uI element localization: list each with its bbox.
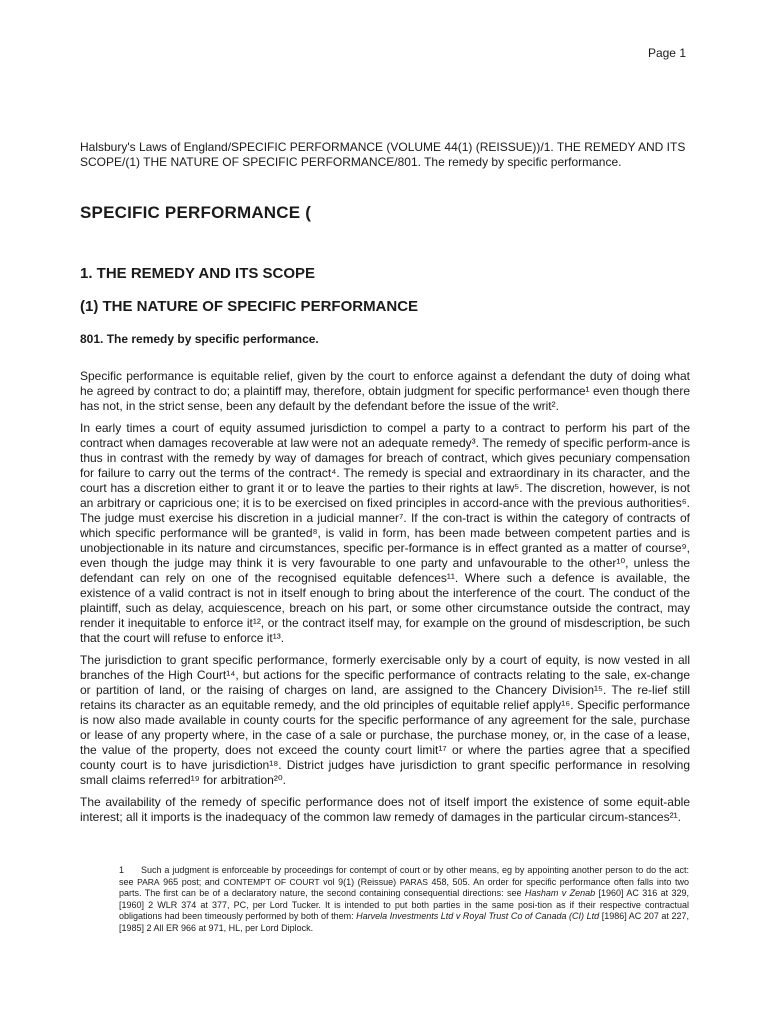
body-text bbox=[80, 369, 690, 832]
body-paragraph: The jurisdiction to grant specific performance, formerly exercisable only by a court of equity, is now vested in all branches of the High Court¹⁴, but actions for the specific performance of contracts relating to the sale, ex-change or partition of land, or the raising of charges on land, are assigned to the Chancery Division¹⁵. The re-lief still retains its character as an equitable remedy, and the old principles of equitable relief apply¹⁶. Specific performance is now also made available in county courts for the specific performance of any agreement for the sale, purchase or lease of any property where, in the case of a sale or purchase, the purchase money, or, in the case of a lease, the value of the property, does not exceed the county court limit¹⁷ or where the parties agree that a specified county court is to have jurisdiction¹⁸. District judges have jurisdiction to grant specific performance in resolving small claims referred¹⁹ for arbitration²⁰. bbox=[80, 653, 690, 787]
document-title: SPECIFIC PERFORMANCE ( bbox=[80, 203, 312, 222]
body-paragraph: The availability of the remedy of specific performance does not of itself import the existence of some equit-able interest; all it imports is the inadequacy of the common law remedy of damages in the particular circum-stances²¹. bbox=[80, 795, 690, 824]
subsection-heading: (1) THE NATURE OF SPECIFIC PERFORMANCE bbox=[80, 298, 419, 315]
page-number: Page 1 bbox=[647, 46, 686, 60]
body-paragraph: Specific performance is equitable relief, given by the court to enforce against a defendant the duty of doing what he agreed by contract to do; a plaintiff may, therefore, obtain judgment for specific performance¹ even though there has not, in the strict sense, been any default by the defendant before the issue of the writ². bbox=[80, 369, 690, 413]
footnote-number: 1 bbox=[119, 865, 125, 875]
paragraph-heading: 801. The remedy by specific performance. bbox=[80, 332, 319, 346]
breadcrumb-intro: Halsbury's Laws of England/SPECIFIC PERFORMANCE (VOLUME 44(1) (REISSUE))/1. THE REMEDY AND ITS SCOPE/(1) THE NATURE OF SPECIFIC PERFORMANCE/801. The remedy by specific performance. bbox=[80, 140, 686, 169]
footnote: 1 Such a judgment is enforceable by proceedings for contempt of court or by other means, eg by appointing another person to do the act: see PARA 965 post; and CONTEMPT OF COURT vol 9(1) (Reissue) PARAS 458, 505. An order for specific performance often falls into two parts. The first can be of a declaratory nature, the second containing consequential directions: see Hasham v Zenab [1960] AC 316 at 329, [1960] 2 WLR 374 at 377, PC, per Lord Tucker. It is intended to put both parties in the same posi-tion as if their respective contractual obligations had been timeously performed by both of them: Harvela Investments Ltd v Royal Trust Co of Canada (CI) Ltd [1986] AC 207 at 227, [1985] 2 All ER 966 at 971, HL, per Lord Diplock. bbox=[119, 865, 689, 933]
section-heading: 1. THE REMEDY AND ITS SCOPE bbox=[80, 265, 316, 282]
body-paragraph: In early times a court of equity assumed jurisdiction to compel a party to a contract to perform his part of the contract when damages recoverable at law were not an adequate remedy³. The remedy of specific perform-ance is thus in contrast with the remedy by way of damages for breach of contract, which gives pecuniary compensation for failure to carry out the terms of the contract⁴. The remedy is special and extraordinary in its character, and the court has a discretion either to grant it or to leave the parties to their rights at law⁵. The discretion, however, is not an arbitrary or capricious one; it is to be exercised on fixed principles in accord-ance with the previous authorities⁶. The judge must exercise his discretion in a judicial manner⁷. If the con-tract is within the category of contracts of which specific performance will be granted⁸, is valid in form, has been made between competent parties and is unobjectionable in its nature and circumstances, specific per-formance is in effect granted as a matter of course⁹, even though the judge may think it is very favourable to one party and unfavourable to the other¹⁰, unless the defendant can rely on one of the recognised equitable defences¹¹. Where such a defence is available, the existence of a valid contract is not in itself enough to bring about the interference of the court. The conduct of the plaintiff, such as delay, acquiescence, breach on his part, or some other circumstance outside the contract, may render it inequitable to enforce it¹², or the contract itself may, for example on the ground of misdescription, be such that the court will refuse to enforce it¹³. bbox=[80, 421, 690, 645]
